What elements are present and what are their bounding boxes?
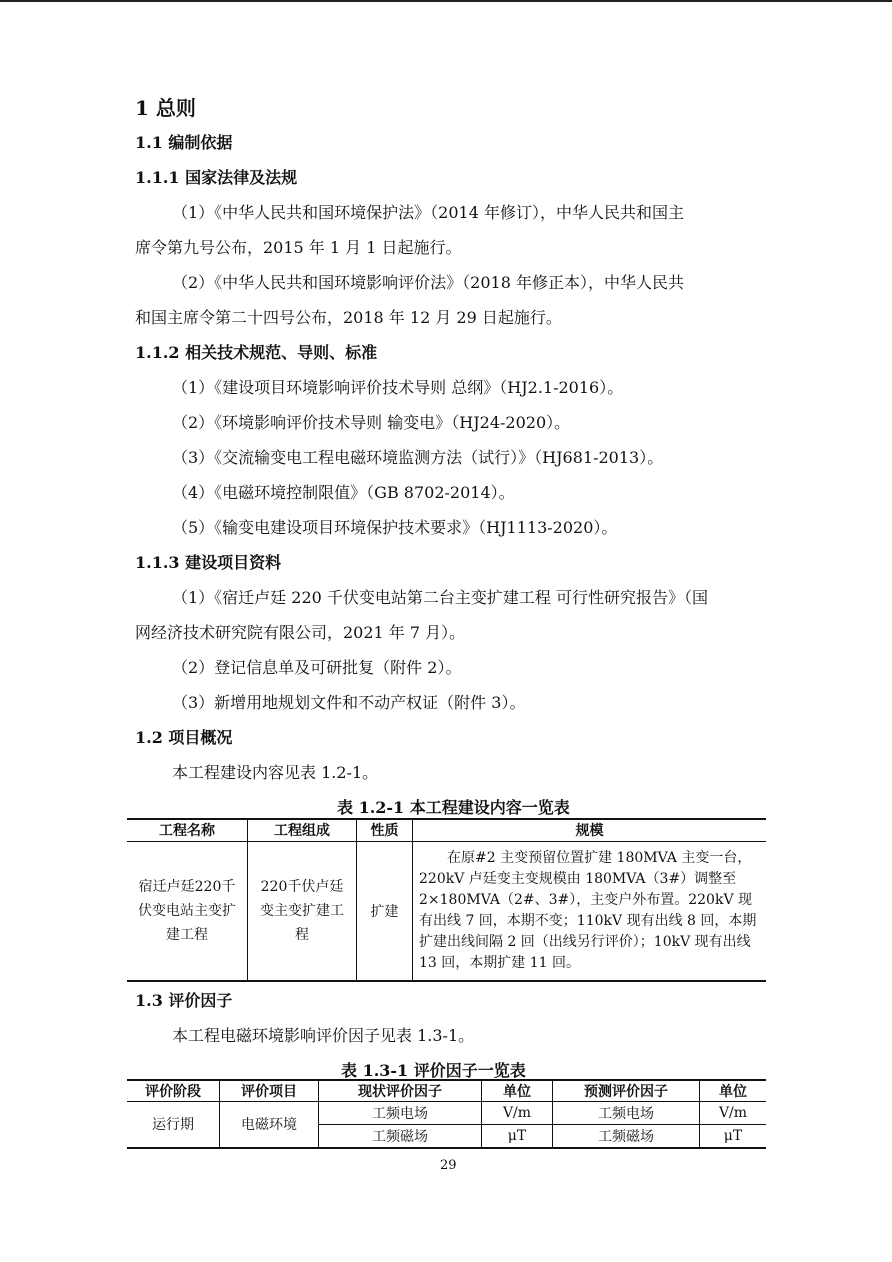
heading-1: 1 总则: [135, 96, 196, 120]
table2-header-unit1: 单位: [482, 1080, 553, 1102]
heading-1-2: 1.2 项目概况: [135, 728, 233, 747]
table1-header-composition: 工程组成: [248, 819, 357, 841]
overview-text: 本工程建设内容见表 1.2-1。: [172, 763, 379, 782]
standard-3: （3）《交流输变电工程电磁环境监测方法（试行）》（HJ681-2013）。: [172, 448, 664, 467]
table2-cell-unit2: μT: [700, 1125, 767, 1148]
table2-header-current: 现状评价因子: [319, 1080, 482, 1102]
construction-content-table: [127, 818, 766, 982]
table1-header-nature: 性质: [357, 819, 413, 841]
table2-cell-current: 工频电场: [319, 1102, 482, 1125]
table2-header-row: [127, 1080, 766, 1102]
standard-5: （5）《输变电建设项目环境保护技术要求》（HJ1113-2020）。: [172, 518, 618, 537]
table2-header-predict: 预测评价因子: [553, 1080, 700, 1102]
evaluation-factor-table: [127, 1079, 766, 1149]
table2-header-item: 评价项目: [220, 1080, 319, 1102]
table2-header-stage: 评价阶段: [127, 1080, 220, 1102]
material-3: （3）新增用地规划文件和不动产权证（附件 3）。: [172, 693, 526, 712]
top-border-line: [0, 0, 892, 2]
material-1-line2: 网经济技术研究院有限公司，2021 年 7 月）。: [135, 623, 466, 642]
table1-cell-name: 宿迁卢廷220千伏变电站主变扩建工程: [127, 841, 248, 981]
table1-cell-nature: 扩建: [357, 841, 413, 981]
table2-cell-item: 电磁环境: [220, 1102, 319, 1148]
table2-header-unit2: 单位: [700, 1080, 767, 1102]
table1-cell-composition: 220千伏卢廷变主变扩建工程: [248, 841, 357, 981]
law-2-line1: （2）《中华人民共和国环境影响评价法》（2018 年修正本），中华人民共: [172, 273, 684, 292]
law-1-line2: 席令第九号公布，2015 年 1 月 1 日起施行。: [135, 238, 462, 257]
page-number: 29: [440, 1158, 457, 1173]
heading-1-1-1: 1.1.1 国家法律及法规: [135, 168, 298, 187]
material-2: （2）登记信息单及可研批复（附件 2）。: [172, 658, 462, 677]
table2-cell-predict: 工频磁场: [553, 1125, 700, 1148]
standard-2: （2）《环境影响评价技术导则 输变电》（HJ24-2020）。: [172, 413, 571, 432]
table1-row: [127, 841, 766, 981]
table1-cell-scale: 在原#2 主变预留位置扩建 180MVA 主变一台，220kV 卢廷变主变规模由 180MVA（3#）调整至 2×180MVA（2#、3#），主变户外布置。220kV 现有出线 7 回，本期不变；110kV 现有出线 8 回，本期扩建出线间隔 2 回（出线另行评价）；10kV 现有出线 13 回，本期扩建 11 回。: [413, 841, 767, 981]
table2-cell-stage: 运行期: [127, 1102, 220, 1148]
table2-cell-unit1: μT: [482, 1125, 553, 1148]
table1-header-scale: 规模: [413, 819, 767, 841]
heading-1-1-3: 1.1.3 建设项目资料: [135, 553, 282, 572]
table2-cell-predict: 工频电场: [553, 1102, 700, 1125]
table2-cell-unit2: V/m: [700, 1102, 767, 1125]
table2-caption: 表 1.3-1 评价因子一览表: [341, 1061, 526, 1080]
table1-header-row: [127, 819, 766, 841]
heading-1-1: 1.1 编制依据: [135, 133, 233, 152]
heading-1-3: 1.3 评价因子: [135, 991, 233, 1010]
table1-caption: 表 1.2-1 本工程建设内容一览表: [337, 798, 570, 817]
table2-cell-unit1: V/m: [482, 1102, 553, 1125]
table2-cell-current: 工频磁场: [319, 1125, 482, 1148]
factor-text: 本工程电磁环境影响评价因子见表 1.3-1。: [172, 1026, 475, 1045]
table1-header-name: 工程名称: [127, 819, 248, 841]
heading-1-1-2: 1.1.2 相关技术规范、导则、标准: [135, 343, 378, 362]
standard-4: （4）《电磁环境控制限值》（GB 8702-2014）。: [172, 483, 515, 502]
law-1-line1: （1）《中华人民共和国环境保护法》（2014 年修订），中华人民共和国主: [172, 203, 684, 222]
standard-1: （1）《建设项目环境影响评价技术导则 总纲》（HJ2.1-2016）。: [172, 378, 624, 397]
material-1-line1: （1）《宿迁卢廷 220 千伏变电站第二台主变扩建工程 可行性研究报告》（国: [172, 588, 708, 607]
table2-row: [127, 1102, 766, 1125]
law-2-line2: 和国主席令第二十四号公布，2018 年 12 月 29 日起施行。: [135, 308, 562, 327]
